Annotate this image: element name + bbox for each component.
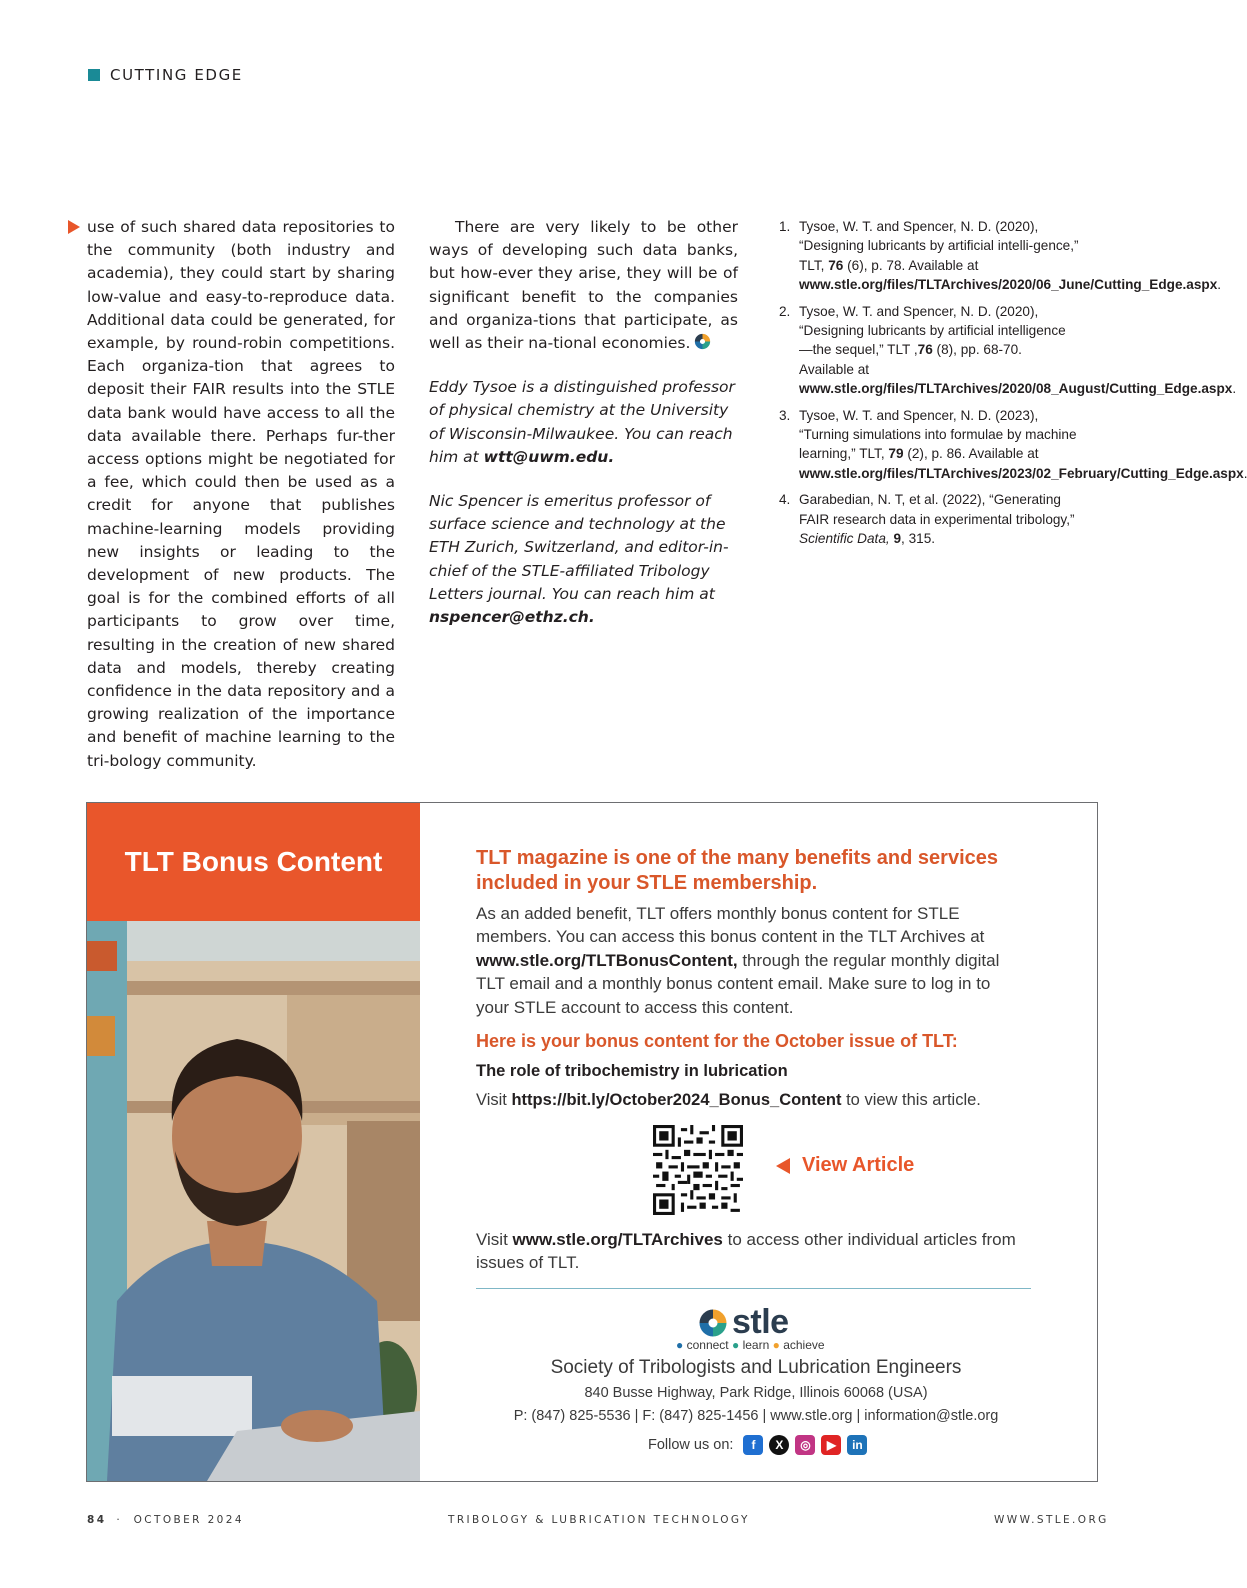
follow-us — [648, 1435, 867, 1455]
bonus-title: TLT Bonus Content — [124, 846, 383, 877]
stle-logo — [698, 1303, 789, 1342]
reference-link[interactable]: www.stle.org/files/TLTArchives/2020/08_August/Cutting_Edge.aspx — [799, 381, 1233, 397]
bonus-content-link[interactable]: www.stle.org/TLTBonusContent, — [476, 950, 738, 970]
continued-arrow-icon — [68, 220, 80, 234]
divider — [476, 1288, 1031, 1289]
column-1-text: use of such shared data repositories to the community (both industry and academia), they could start by sharing low-value and easy-to-reproduce data. Additional data could be generated, for example, by round-robin competitions. Each organiza-tion that agrees to deposit their FAIR results into the STLE data bank would have access to all the data available there. Perhaps fur-ther access options might be negotiated for a fee, which could then be used as a credit for anyone that publishes machine-learning models providing new insights or leading to the development of new products. The goal is for the combined efforts of all participants to grow over time, resulting in the creation of new shared data and models, thereby creating confidence in the data repository and a growing realization of the importance and benefit of machine learning to the tri-bology community. — [87, 218, 395, 770]
email-link-spencer[interactable]: nspencer@ethz.ch. — [429, 608, 595, 627]
section-square-icon — [88, 69, 100, 81]
bonus-content-box — [86, 802, 1098, 1482]
author-bio-tysoe: Eddy Tysoe is a distinguished professor of physical chemistry at the University of Wisconsin-Milwaukee. You can reach him at wtt@uwm.edu. — [429, 378, 735, 466]
follow-label: Follow us on: — [648, 1437, 734, 1453]
footer-page-date: 84 · OCTOBER 2024 — [87, 1514, 244, 1526]
bonus-headline: TLT magazine is one of the many benefits and services included in your STLE membership. — [476, 847, 998, 894]
org-name: Society of Tribologists and Lubrication Engineers — [550, 1357, 962, 1378]
body-column-1 — [87, 216, 395, 773]
youtube-icon[interactable]: ▶ — [821, 1435, 841, 1455]
section-header — [88, 66, 243, 84]
bonus-title-banner — [87, 803, 420, 921]
reference-item: 3. Tysoe, W. T. and Spencer, N. D. (2023), “Turning simulations into formulae by machine learning,” TLT, 79 (2), p. 86. Available at www.stle.org/files/TLTArchives/2023/02_February/Cutting_Edge.aspx — [779, 407, 1244, 481]
footer-publication: TRIBOLOGY & LUBRICATION TECHNOLOGY — [448, 1514, 750, 1526]
linkedin-icon[interactable]: in — [847, 1435, 867, 1455]
x-icon[interactable]: X — [769, 1435, 789, 1455]
email-link-tysoe[interactable]: wtt@uwm.edu. — [483, 447, 615, 466]
reference-item: 2. Tysoe, W. T. and Spencer, N. D. (2020), “Designing lubricants by artificial intelligence—the sequel,” TLT ,76 (8), pp. 68-70. Available at www.stle.org/files/TLTArchives/2020/08_August/Cutting_Edge.aspx. — [779, 303, 1237, 397]
bonus-article-link[interactable]: https://bit.ly/October2024_Bonus_Content — [511, 1091, 842, 1109]
instagram-icon[interactable]: ◎ — [795, 1435, 815, 1455]
stle-end-mark-icon — [694, 333, 711, 350]
column-2-text: There are very likely to be other ways of developing such data banks, but how-ever they arise, they will be of significant benefit to the companies and organiza-tions that participate, as well as their na-tional economies. — [429, 218, 738, 353]
facebook-icon[interactable]: f — [743, 1435, 763, 1455]
bonus-subhead: Here is your bonus content for the October issue of TLT: — [476, 1031, 958, 1051]
stle-logo-icon — [698, 1308, 728, 1338]
reference-link[interactable]: www.stle.org/files/TLTArchives/2023/02_February/Cutting_Edge.aspx — [799, 465, 1244, 481]
reference-item: 4. Garabedian, N. T, et al. (2022), “Generating FAIR research data in experimental tribology,” Scientific Data, 9, 315. — [779, 492, 1075, 547]
reference-link[interactable]: www.stle.org/files/TLTArchives/2020/06_June/Cutting_Edge.aspx — [799, 277, 1218, 293]
reference-item: 1. Tysoe, W. T. and Spencer, N. D. (2020), “Designing lubricants by artificial intelli-gence,” TLT, 76 (6), p. 78. Available at www.stle.org/files/TLTArchives/2020/06_June/Cutting_Edge.aspx. — [779, 219, 1222, 293]
view-article-button[interactable] — [776, 1154, 914, 1177]
org-address: 840 Busse Highway, Park Ridge, Illinois 60068 (USA) — [584, 1385, 928, 1401]
tagline: ● connect ● learn ● achieve — [676, 1338, 825, 1352]
archives-link[interactable]: www.stle.org/TLTArchives — [512, 1230, 723, 1249]
bonus-left-panel — [87, 803, 420, 1481]
bonus-description: As an added benefit, TLT offers monthly bonus content for STLE members. You can access this bonus content in the TLT Archives at www.stle.org/TLTBonusContent, through the regular monthly digital TLT email and a monthly bonus content email. Make sure to log in to your STLE account to access this content. — [476, 904, 1000, 1017]
archives-line: Visit www.stle.org/TLTArchives to access other individual articles from issues of TLT. — [476, 1230, 1016, 1273]
qr-code-icon[interactable] — [653, 1125, 743, 1215]
section-label: CUTTING EDGE — [110, 66, 243, 84]
issue-date: OCTOBER 2024 — [133, 1514, 244, 1526]
footer-website[interactable]: WWW.STLE.ORG — [994, 1514, 1109, 1526]
page-number: 84 — [87, 1514, 107, 1526]
view-article-label: View Article — [802, 1154, 915, 1176]
left-arrow-icon — [776, 1158, 790, 1174]
references-list — [779, 217, 1244, 556]
man-at-laptop-photo — [87, 921, 420, 1481]
bonus-visit-line: Visit https://bit.ly/October2024_Bonus_Content to view this article. — [476, 1091, 981, 1109]
author-bio-spencer: Nic Spencer is emeritus professor of surface science and technology at the ETH Zurich, Switzerland, and editor-in-chief of the STLE-affiliated Tribology Letters journal. You can reach him at nspencer@ethz.ch. — [429, 492, 729, 627]
logo-text: stle — [732, 1303, 789, 1341]
bonus-article-title: The role of tribochemistry in lubrication — [476, 1062, 788, 1080]
body-column-2 — [429, 216, 738, 629]
org-contact: P: (847) 825-5536 | F: (847) 825-1456 | www.stle.org | information@stle.org — [513, 1408, 999, 1424]
